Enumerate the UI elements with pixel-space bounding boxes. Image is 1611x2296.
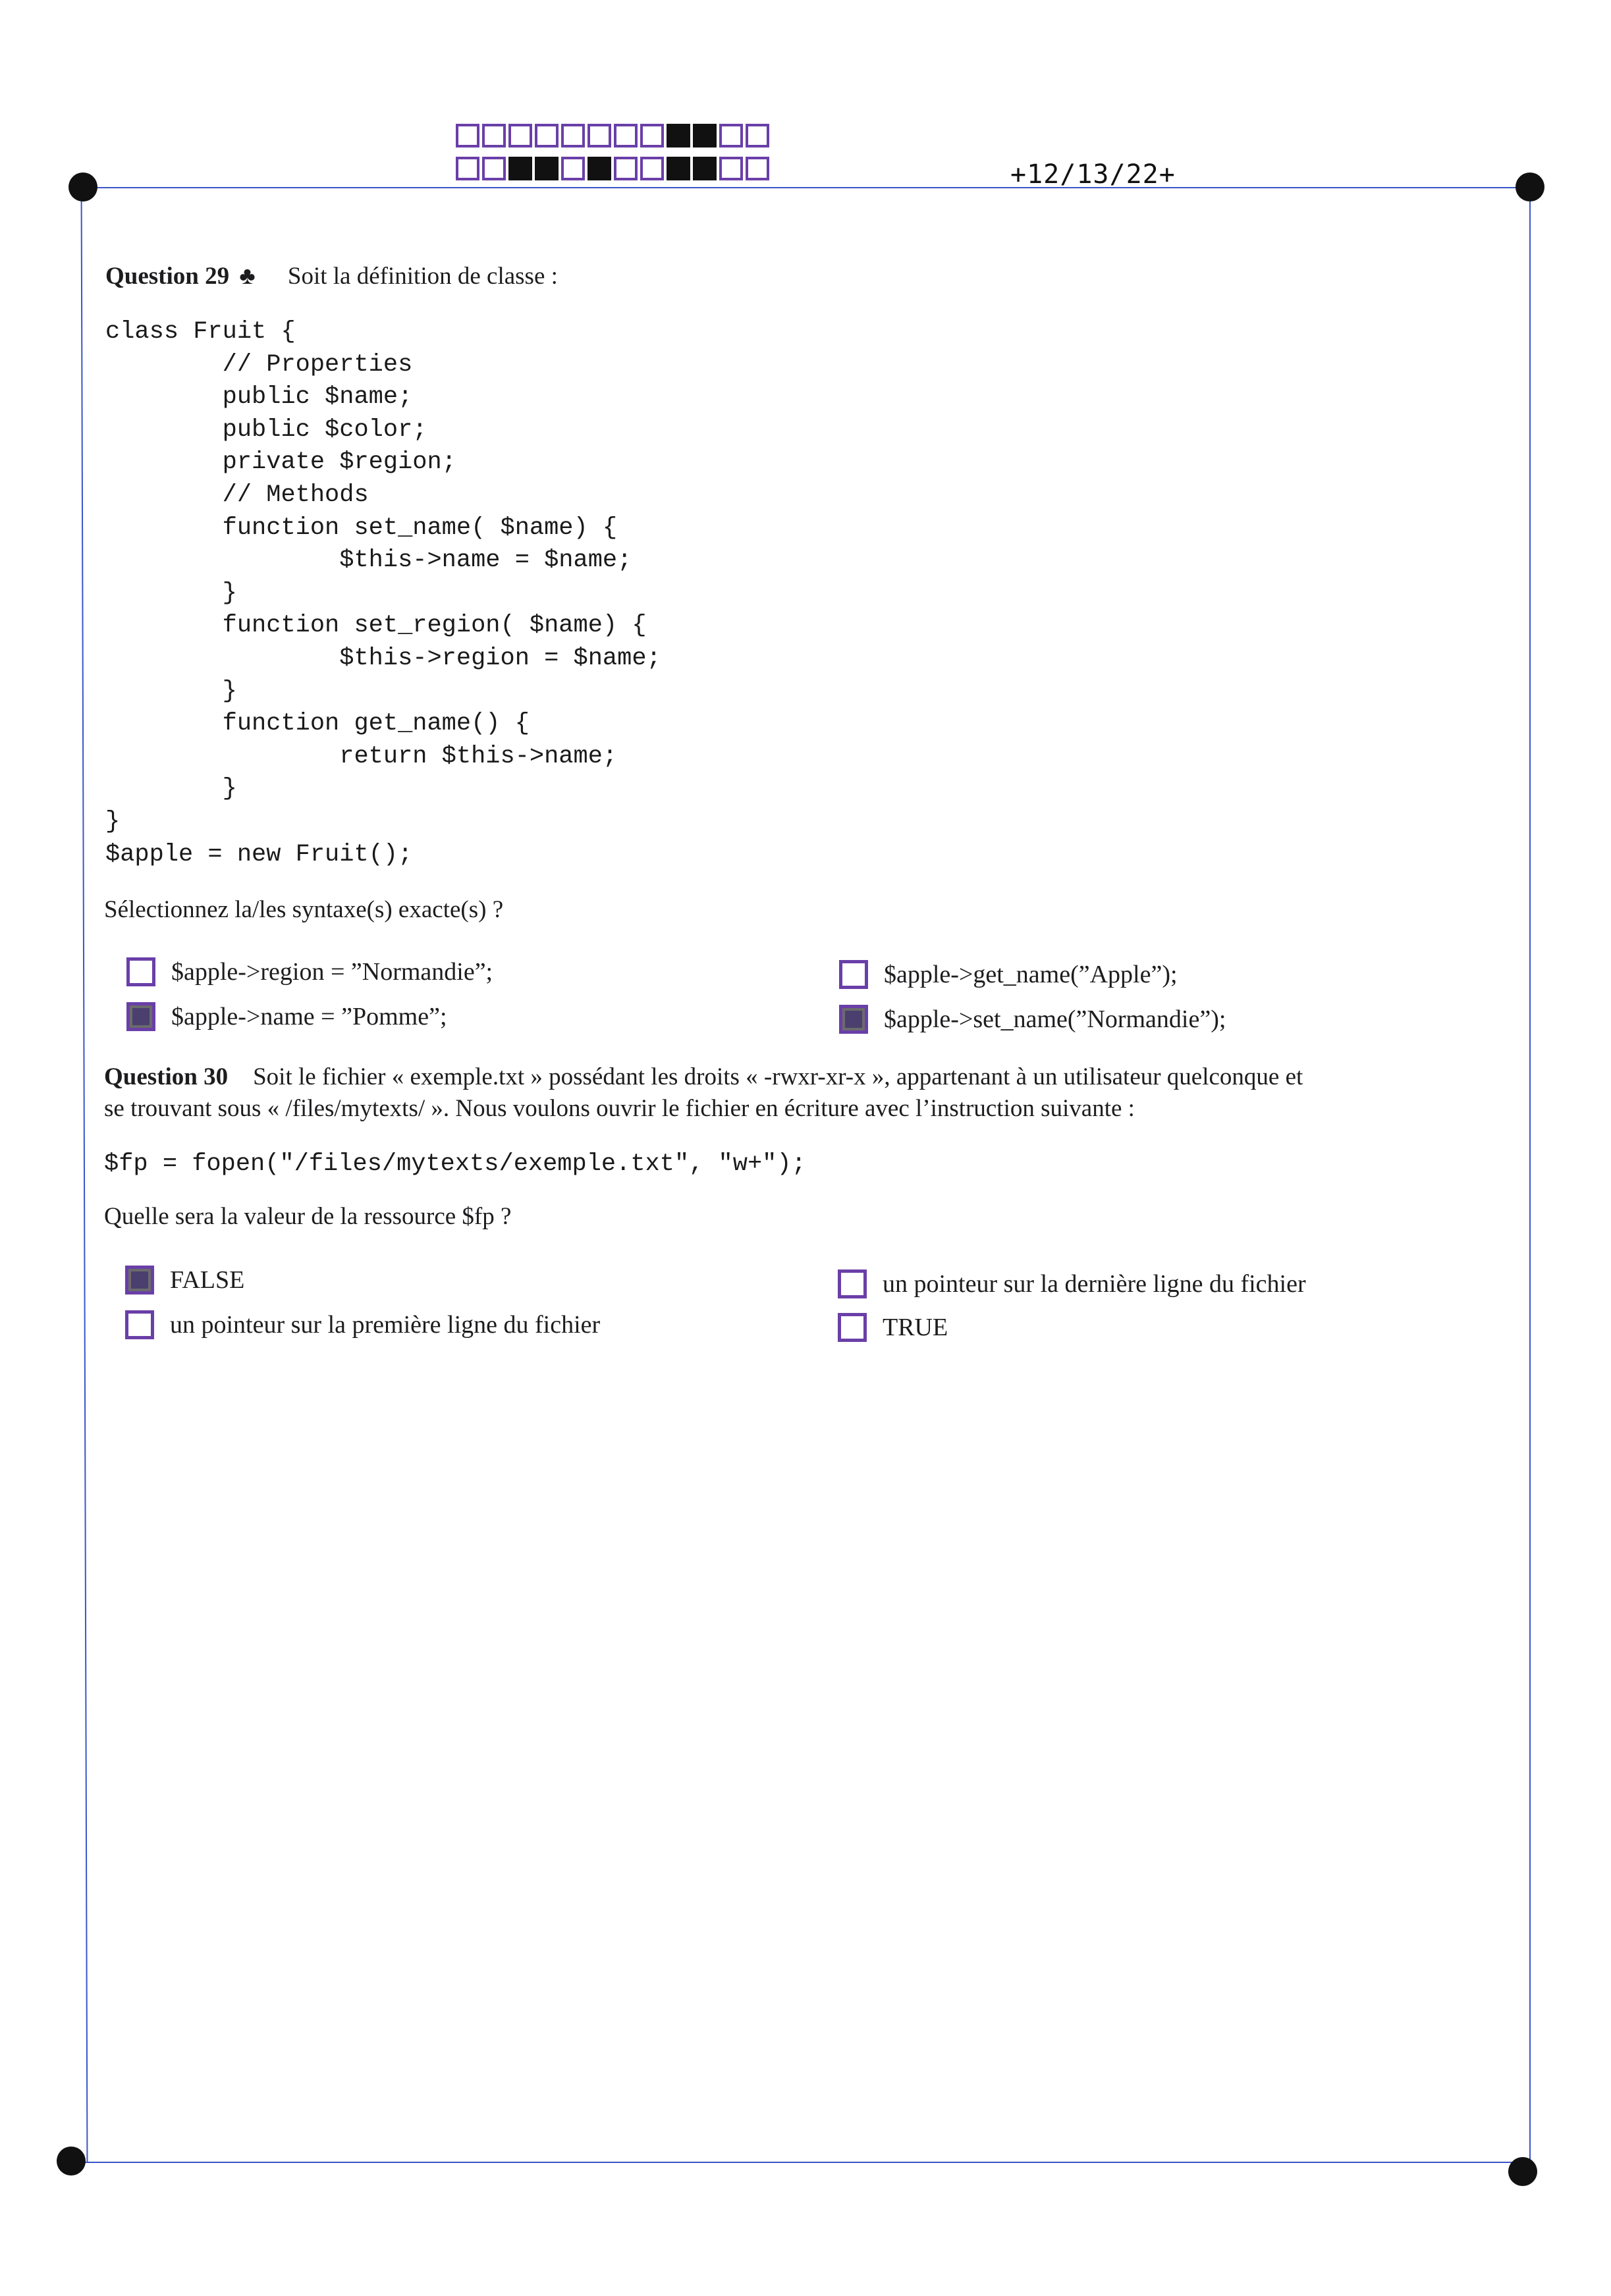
q29-intro: Soit la définition de classe : bbox=[287, 263, 558, 290]
code-box bbox=[482, 124, 506, 147]
q29-choice-1[interactable] bbox=[126, 957, 493, 986]
code-line: $this->region = $name; bbox=[105, 644, 661, 672]
code-line: } bbox=[105, 677, 237, 705]
code-line: $this->name = $name; bbox=[105, 547, 632, 575]
q29-code-block bbox=[105, 316, 661, 871]
code-line: } bbox=[105, 579, 237, 607]
q30-text-2: se trouvant sous « /files/mytexts/ ». Nous voulons ouvrir le fichier en écriture avec l’instruction suivante : bbox=[104, 1095, 1135, 1122]
code-box bbox=[508, 157, 532, 180]
code-line: class Fruit { bbox=[105, 318, 296, 346]
q29-checkbox-3[interactable] bbox=[839, 960, 868, 989]
code-box bbox=[640, 157, 664, 180]
code-box bbox=[719, 124, 743, 147]
q30-text-1: Soit le fichier « exemple.txt » possédant les droits « -rwxr-xr-x », appartenant à un utilisateur quelconque et bbox=[253, 1063, 1303, 1090]
code-box bbox=[614, 157, 638, 180]
code-box bbox=[614, 124, 638, 147]
q30-choice-2-label: un pointeur sur la première ligne du fichier bbox=[170, 1311, 601, 1339]
q30-choice-1-label: FALSE bbox=[170, 1266, 245, 1294]
q30-line-1 bbox=[104, 1063, 1303, 1091]
code-line: $apple = new Fruit(); bbox=[105, 840, 413, 868]
code-box bbox=[535, 157, 559, 180]
q30-choice-3[interactable] bbox=[838, 1269, 1306, 1298]
code-box bbox=[456, 124, 479, 147]
header-code-row-1 bbox=[456, 124, 772, 147]
q29-header bbox=[105, 262, 558, 290]
code-line: function set_region( $name) { bbox=[105, 612, 647, 640]
q29-choice-3[interactable] bbox=[839, 960, 1178, 989]
q29-checkbox-1[interactable] bbox=[126, 957, 155, 986]
q29-choice-1-label: $apple->region = ”Normandie”; bbox=[171, 958, 493, 986]
code-box bbox=[667, 124, 690, 147]
q30-checkbox-4[interactable] bbox=[838, 1313, 867, 1342]
code-line: public $color; bbox=[105, 415, 427, 444]
frame-right-line bbox=[1529, 188, 1531, 2163]
code-line: private $region; bbox=[105, 448, 456, 477]
code-line: function get_name() { bbox=[105, 710, 530, 738]
club-icon: ♣ bbox=[239, 263, 256, 290]
code-line: // Methods bbox=[105, 481, 369, 509]
code-box bbox=[561, 157, 585, 180]
q30-prompt: Quelle sera la valeur de la ressource $fp ? bbox=[104, 1203, 512, 1230]
corner-marker-bottom-left bbox=[57, 2147, 86, 2176]
frame-left-line bbox=[81, 188, 88, 2163]
header-code-row-2 bbox=[456, 157, 772, 180]
code-line: function set_name( $name) { bbox=[105, 514, 618, 542]
frame-bottom-line bbox=[71, 2162, 1520, 2163]
code-box bbox=[746, 157, 769, 180]
corner-marker-top-right bbox=[1515, 173, 1544, 201]
q30-code: $fp = fopen("/files/mytexts/exemple.txt", "w+"); bbox=[104, 1150, 806, 1178]
code-box bbox=[719, 157, 743, 180]
code-box bbox=[693, 124, 717, 147]
code-box bbox=[746, 124, 769, 147]
corner-marker-bottom-right bbox=[1508, 2157, 1537, 2186]
q29-choice-2-label: $apple->name = ”Pomme”; bbox=[171, 1003, 447, 1030]
code-box bbox=[508, 124, 532, 147]
code-line: } bbox=[105, 807, 121, 836]
q29-label: Question 29 bbox=[105, 263, 230, 290]
code-box bbox=[561, 124, 585, 147]
q29-choice-4[interactable] bbox=[839, 1005, 1226, 1034]
q30-checkbox-2[interactable] bbox=[125, 1310, 154, 1339]
q29-prompt: Sélectionnez la/les syntaxe(s) exacte(s) ? bbox=[104, 896, 504, 923]
code-box bbox=[482, 157, 506, 180]
code-box bbox=[667, 157, 690, 180]
code-box bbox=[456, 157, 479, 180]
code-line: return $this->name; bbox=[105, 742, 618, 770]
q30-choice-4-label: TRUE bbox=[883, 1314, 948, 1341]
code-box bbox=[535, 124, 559, 147]
q30-choice-2[interactable] bbox=[125, 1310, 600, 1339]
code-line: // Properties bbox=[105, 350, 413, 379]
code-box bbox=[587, 124, 611, 147]
q30-choice-1[interactable] bbox=[125, 1266, 244, 1295]
code-line: public $name; bbox=[105, 383, 413, 412]
q30-choice-3-label: un pointeur sur la dernière ligne du fichier bbox=[883, 1270, 1306, 1298]
q30-choice-4[interactable] bbox=[838, 1313, 948, 1342]
q30-label: Question 30 bbox=[104, 1063, 229, 1090]
q29-choice-4-label: $apple->set_name(”Normandie”); bbox=[884, 1005, 1226, 1033]
q29-checkbox-4[interactable] bbox=[839, 1005, 868, 1034]
code-line: } bbox=[105, 775, 237, 803]
q30-checkbox-1[interactable] bbox=[125, 1266, 154, 1295]
code-box bbox=[693, 157, 717, 180]
corner-marker-top-left bbox=[68, 173, 97, 201]
q29-choice-2[interactable] bbox=[126, 1002, 447, 1031]
page-id: +12/13/22+ bbox=[1010, 159, 1176, 190]
frame-top-line bbox=[83, 187, 1532, 188]
q29-choice-3-label: $apple->get_name(”Apple”); bbox=[884, 961, 1178, 988]
q29-checkbox-2[interactable] bbox=[126, 1002, 155, 1031]
q30-checkbox-3[interactable] bbox=[838, 1269, 867, 1298]
code-box bbox=[640, 124, 664, 147]
code-box bbox=[587, 157, 611, 180]
